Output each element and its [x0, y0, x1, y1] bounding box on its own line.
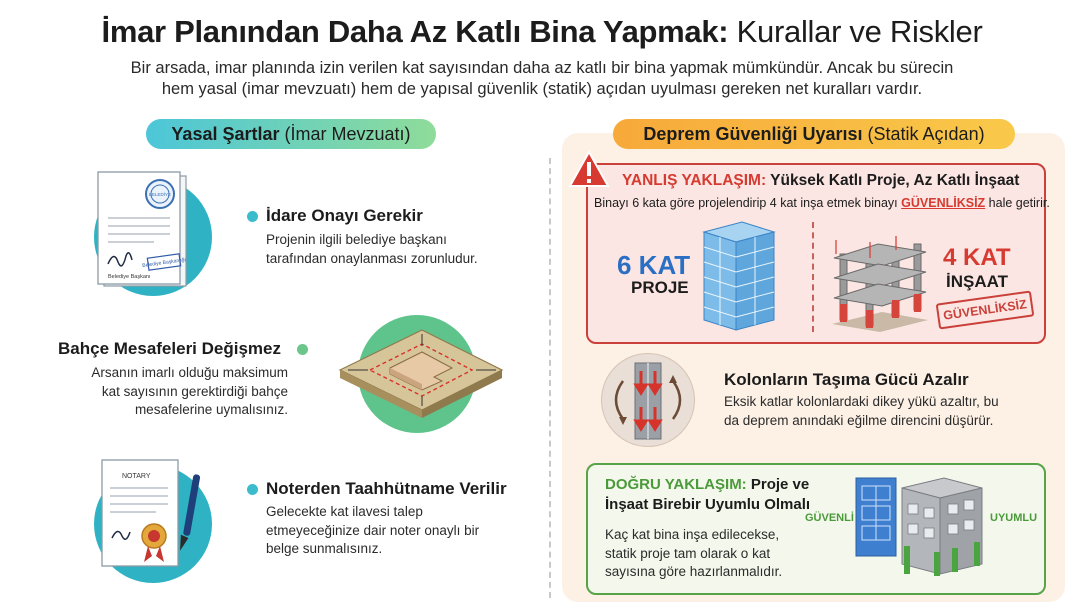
compatible-building-icon: [852, 472, 986, 586]
text-line: Projenin ilgili belediye başkanı: [266, 232, 447, 247]
approval-document-icon: [94, 168, 204, 298]
column-load-icon: [601, 353, 695, 447]
doc-caption: Belediye Başkanı: [108, 274, 151, 280]
bullet-dot: [247, 484, 258, 495]
page-title: [0, 14, 1084, 50]
text-line: statik proje tam olarak o kat: [605, 545, 771, 561]
correct-title-1: Proje ve: [750, 476, 810, 493]
four-floor-building-icon: [826, 234, 934, 334]
four-floor-label: [943, 244, 1011, 272]
setback-text: [40, 364, 288, 420]
bullet-dot: [247, 211, 258, 222]
text-line: Eksik katlar kolonlardaki dikey yükü azaltır, bu: [724, 394, 999, 409]
text-line: mesafelerine uymalısınız.: [134, 402, 288, 417]
correct-label: DOĞRU YAKLAŞIM:: [605, 476, 747, 493]
title-light: Kurallar ve Riskler: [736, 14, 983, 49]
wrong-divider: [812, 222, 814, 332]
pill-bold: Deprem Güvenliği Uyarısı: [643, 124, 863, 144]
notary-document-icon: [92, 456, 212, 574]
project-label: PROJE: [631, 278, 689, 297]
notary-text: [266, 503, 479, 559]
subtitle-line: Bir arsada, imar planında izin verilen kat sayısından daha az katlı bir bina yapmak mümkündür. Ancak bu sürecin: [130, 59, 954, 77]
safe-tag: GÜVENLİ: [805, 512, 854, 524]
subtitle-line: hem yasal (imar mevzuatı) hem de yapısal güvenlik (statik) açıdan uyulması gereken net kuralları vardır.: [161, 80, 923, 98]
column-text: [724, 393, 999, 430]
legal-section-pill: [146, 119, 436, 149]
warning-icon: [568, 150, 610, 188]
pill-light: (İmar Mevzuatı): [284, 124, 411, 144]
desc-emph: GÜVENLİKSİZ: [901, 196, 986, 210]
unsafe-stamp: GÜVENLİKSİZ: [936, 290, 1035, 329]
bullet-dot: [297, 344, 308, 355]
six-floor-label: 6 KAT: [617, 250, 691, 280]
correct-heading: [605, 475, 810, 515]
text-line: Kaç kat bina inşa edilecekse,: [605, 527, 780, 542]
text-line: etmeyeceğinize dair noter onaylı bir: [266, 522, 480, 538]
earthquake-section-pill: [613, 119, 1015, 149]
construction-label: İNŞAAT: [946, 272, 1009, 291]
text-line: sayısına göre hazırlanmalıdır.: [605, 564, 783, 579]
setback-title: Bahçe Mesafeleri Değişmez: [58, 339, 281, 358]
land-plot-icon: [330, 318, 510, 428]
approval-text: [266, 231, 478, 268]
four-floor-text: 4 KAT: [943, 244, 1011, 271]
desc-pre: Binayı 6 kata göre projelendirip 4 kat inşa etmek binayı: [594, 196, 898, 210]
notary-caption: NOTARY: [122, 473, 151, 480]
pill-light: (Statik Açıdan): [867, 124, 985, 144]
title-bold: İmar Planından Daha Az Katlı Bina Yapmak:: [101, 14, 729, 49]
text-line: tarafından onaylanması zorunludur.: [266, 250, 478, 266]
stamp-text: Belediye Başkanlığı: [141, 256, 187, 270]
text-line: kat sayısının gerektirdiği bahçe: [101, 383, 288, 399]
six-floor-building-icon: [684, 218, 784, 336]
pill-bold: Yasal Şartlar: [171, 124, 280, 144]
compatible-tag: UYUMLU: [990, 512, 1038, 524]
correct-text: [605, 526, 782, 582]
seal-text: BELEDİYE: [148, 192, 172, 197]
correct-title-2: İnşaat Birebir Uyumlu Olmalı: [605, 496, 811, 513]
wrong-description: [594, 196, 1050, 210]
approval-title: İdare Onayı Gerekir: [266, 206, 423, 225]
text-line: Arsanın imarlı olduğu maksimum: [91, 365, 288, 380]
section-divider: [549, 158, 551, 598]
notary-title: Noterden Taahhütname Verilir: [266, 479, 507, 498]
wrong-heading: [622, 172, 1019, 190]
desc-post: hale getirir.: [988, 196, 1050, 210]
wrong-title: Yüksek Katlı Proje, Az Katlı İnşaat: [770, 172, 1020, 189]
text-line: da deprem anındaki eğilme direncini düşürür.: [724, 412, 994, 428]
text-line: belge sunmalısınız.: [266, 541, 383, 556]
page-subtitle: [120, 58, 964, 100]
text-line: Gelecekte kat ilavesi talep: [266, 504, 423, 519]
wrong-label: YANLIŞ YAKLAŞIM:: [622, 172, 767, 189]
column-title: Kolonların Taşıma Gücü Azalır: [724, 370, 969, 389]
